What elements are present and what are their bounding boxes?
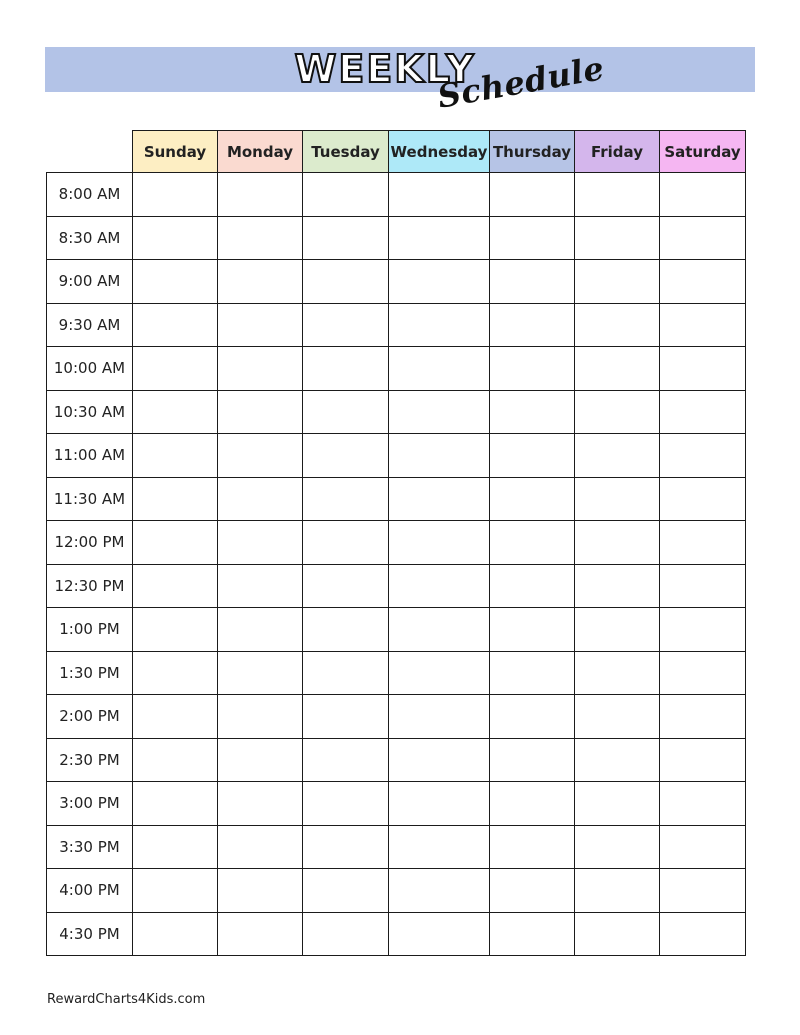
schedule-cell-wednesday[interactable]: [389, 260, 490, 304]
schedule-cell-saturday[interactable]: [660, 303, 746, 347]
schedule-cell-wednesday[interactable]: [389, 216, 490, 260]
corner-cell: [47, 131, 133, 173]
schedule-cell-friday[interactable]: [575, 521, 660, 565]
time-label: 8:30 AM: [47, 216, 133, 260]
time-label: 3:30 PM: [47, 825, 133, 869]
schedule-cell-monday[interactable]: [218, 782, 303, 826]
day-header-wednesday: Wednesday: [389, 131, 490, 173]
time-row: [47, 173, 746, 217]
schedule-cell-sunday[interactable]: [133, 477, 218, 521]
schedule-cell-thursday[interactable]: [490, 564, 575, 608]
schedule-cell-monday[interactable]: [218, 869, 303, 913]
schedule-cell-wednesday[interactable]: [389, 390, 490, 434]
schedule-cell-tuesday[interactable]: [303, 390, 389, 434]
time-row: [47, 216, 746, 260]
time-label: 11:00 AM: [47, 434, 133, 478]
schedule-cell-thursday[interactable]: [490, 260, 575, 304]
schedule-cell-sunday[interactable]: [133, 347, 218, 391]
schedule-cell-friday[interactable]: [575, 738, 660, 782]
schedule-cell-tuesday[interactable]: [303, 738, 389, 782]
schedule-cell-thursday[interactable]: [490, 869, 575, 913]
schedule-cell-saturday[interactable]: [660, 477, 746, 521]
day-header-monday: Monday: [218, 131, 303, 173]
schedule-cell-wednesday[interactable]: [389, 782, 490, 826]
schedule-cell-monday[interactable]: [218, 521, 303, 565]
schedule-cell-saturday[interactable]: [660, 869, 746, 913]
schedule-cell-monday[interactable]: [218, 477, 303, 521]
schedule-cell-wednesday[interactable]: [389, 347, 490, 391]
schedule-cell-thursday[interactable]: [490, 477, 575, 521]
time-row: [47, 390, 746, 434]
time-row: [47, 695, 746, 739]
day-header-tuesday: Tuesday: [303, 131, 389, 173]
schedule-cell-monday[interactable]: [218, 695, 303, 739]
schedule-cell-wednesday[interactable]: [389, 695, 490, 739]
schedule-cell-monday[interactable]: [218, 651, 303, 695]
time-row: [47, 434, 746, 478]
schedule-cell-tuesday[interactable]: [303, 347, 389, 391]
schedule-cell-thursday[interactable]: [490, 434, 575, 478]
schedule-cell-tuesday[interactable]: [303, 434, 389, 478]
schedule-cell-saturday[interactable]: [660, 695, 746, 739]
schedule-cell-tuesday[interactable]: [303, 477, 389, 521]
schedule-cell-sunday[interactable]: [133, 521, 218, 565]
schedule-cell-thursday[interactable]: [490, 216, 575, 260]
schedule-cell-monday[interactable]: [218, 564, 303, 608]
time-label: 4:00 PM: [47, 869, 133, 913]
schedule-cell-wednesday[interactable]: [389, 912, 490, 956]
schedule-cell-friday[interactable]: [575, 782, 660, 826]
schedule-cell-tuesday[interactable]: [303, 564, 389, 608]
time-label: 2:00 PM: [47, 695, 133, 739]
schedule-cell-monday[interactable]: [218, 303, 303, 347]
schedule-cell-saturday[interactable]: [660, 608, 746, 652]
schedule-cell-saturday[interactable]: [660, 173, 746, 217]
schedule-cell-wednesday[interactable]: [389, 869, 490, 913]
schedule-cell-thursday[interactable]: [490, 521, 575, 565]
schedule-cell-monday[interactable]: [218, 347, 303, 391]
schedule-cell-tuesday[interactable]: [303, 173, 389, 217]
time-label: 12:00 PM: [47, 521, 133, 565]
schedule-cell-saturday[interactable]: [660, 782, 746, 826]
schedule-cell-thursday[interactable]: [490, 782, 575, 826]
time-row: [47, 521, 746, 565]
schedule-cell-friday[interactable]: [575, 651, 660, 695]
time-label: 10:30 AM: [47, 390, 133, 434]
day-header-friday: Friday: [575, 131, 660, 173]
time-label: 9:30 AM: [47, 303, 133, 347]
schedule-cell-saturday[interactable]: [660, 825, 746, 869]
schedule-cell-wednesday[interactable]: [389, 564, 490, 608]
time-row: [47, 260, 746, 304]
time-label: 12:30 PM: [47, 564, 133, 608]
schedule-cell-sunday[interactable]: [133, 695, 218, 739]
schedule-cell-thursday[interactable]: [490, 695, 575, 739]
time-row: [47, 564, 746, 608]
schedule-cell-tuesday[interactable]: [303, 695, 389, 739]
schedule-cell-friday[interactable]: [575, 695, 660, 739]
day-header-sunday: Sunday: [133, 131, 218, 173]
schedule-cell-sunday[interactable]: [133, 216, 218, 260]
time-row: [47, 825, 746, 869]
time-row: [47, 303, 746, 347]
schedule-cell-monday[interactable]: [218, 434, 303, 478]
schedule-cell-monday[interactable]: [218, 608, 303, 652]
time-row: [47, 608, 746, 652]
schedule-cell-sunday[interactable]: [133, 651, 218, 695]
schedule-cell-friday[interactable]: [575, 173, 660, 217]
schedule-cell-tuesday[interactable]: [303, 869, 389, 913]
schedule-cell-friday[interactable]: [575, 825, 660, 869]
schedule-cell-monday[interactable]: [218, 260, 303, 304]
time-row: [47, 477, 746, 521]
page-subtitle-script: Schedule: [434, 49, 608, 116]
schedule-cell-sunday[interactable]: [133, 782, 218, 826]
schedule-cell-tuesday[interactable]: [303, 782, 389, 826]
time-row: [47, 738, 746, 782]
schedule-cell-wednesday[interactable]: [389, 303, 490, 347]
schedule-cell-saturday[interactable]: [660, 651, 746, 695]
schedule-cell-thursday[interactable]: [490, 912, 575, 956]
time-row: [47, 651, 746, 695]
schedule-cell-friday[interactable]: [575, 564, 660, 608]
schedule-cell-wednesday[interactable]: [389, 173, 490, 217]
schedule-cell-friday[interactable]: [575, 869, 660, 913]
day-header-thursday: Thursday: [490, 131, 575, 173]
time-row: [47, 869, 746, 913]
schedule-cell-sunday[interactable]: [133, 738, 218, 782]
schedule-cell-wednesday[interactable]: [389, 738, 490, 782]
footer-brand: RewardCharts4Kids.com: [47, 992, 206, 1007]
schedule-cell-wednesday[interactable]: [389, 521, 490, 565]
schedule-cell-tuesday[interactable]: [303, 825, 389, 869]
schedule-cell-saturday[interactable]: [660, 260, 746, 304]
schedule-cell-friday[interactable]: [575, 434, 660, 478]
schedule-cell-wednesday[interactable]: [389, 477, 490, 521]
schedule-cell-sunday[interactable]: [133, 434, 218, 478]
schedule-cell-monday[interactable]: [218, 390, 303, 434]
time-row: [47, 347, 746, 391]
schedule-cell-friday[interactable]: [575, 912, 660, 956]
schedule-cell-monday[interactable]: [218, 912, 303, 956]
schedule-cell-thursday[interactable]: [490, 303, 575, 347]
schedule-table: [46, 130, 746, 956]
schedule-cell-sunday[interactable]: [133, 303, 218, 347]
schedule-cell-saturday[interactable]: [660, 738, 746, 782]
schedule-cell-tuesday[interactable]: [303, 651, 389, 695]
schedule-cell-sunday[interactable]: [133, 564, 218, 608]
schedule-cell-tuesday[interactable]: [303, 912, 389, 956]
time-label: 1:00 PM: [47, 608, 133, 652]
time-label: 3:00 PM: [47, 782, 133, 826]
schedule-cell-saturday[interactable]: [660, 390, 746, 434]
schedule-cell-thursday[interactable]: [490, 651, 575, 695]
schedule-cell-wednesday[interactable]: [389, 825, 490, 869]
schedule-cell-saturday[interactable]: [660, 434, 746, 478]
schedule-cell-sunday[interactable]: [133, 608, 218, 652]
day-header-saturday: Saturday: [660, 131, 746, 173]
schedule-cell-friday[interactable]: [575, 303, 660, 347]
schedule-cell-saturday[interactable]: [660, 216, 746, 260]
schedule-cell-saturday[interactable]: [660, 564, 746, 608]
schedule-cell-thursday[interactable]: [490, 738, 575, 782]
time-row: [47, 912, 746, 956]
schedule-cell-sunday[interactable]: [133, 390, 218, 434]
time-row: [47, 782, 746, 826]
schedule-cell-tuesday[interactable]: [303, 303, 389, 347]
schedule-cell-sunday[interactable]: [133, 912, 218, 956]
day-header-row: [47, 131, 746, 173]
schedule-cell-monday[interactable]: [218, 216, 303, 260]
time-label: 10:00 AM: [47, 347, 133, 391]
schedule-cell-friday[interactable]: [575, 390, 660, 434]
schedule-cell-monday[interactable]: [218, 173, 303, 217]
schedule-cell-friday[interactable]: [575, 216, 660, 260]
schedule-cell-wednesday[interactable]: [389, 434, 490, 478]
time-label: 4:30 PM: [47, 912, 133, 956]
schedule-cell-wednesday[interactable]: [389, 651, 490, 695]
schedule-cell-tuesday[interactable]: [303, 521, 389, 565]
schedule-cell-friday[interactable]: [575, 608, 660, 652]
schedule-cell-sunday[interactable]: [133, 869, 218, 913]
schedule-cell-friday[interactable]: [575, 260, 660, 304]
schedule-cell-thursday[interactable]: [490, 173, 575, 217]
schedule-cell-tuesday[interactable]: [303, 608, 389, 652]
time-rows: [47, 173, 746, 956]
schedule-cell-tuesday[interactable]: [303, 260, 389, 304]
page-title: WEEKLY: [294, 47, 476, 91]
schedule-cell-thursday[interactable]: [490, 390, 575, 434]
schedule-cell-monday[interactable]: [218, 825, 303, 869]
schedule-cell-saturday[interactable]: [660, 347, 746, 391]
schedule-cell-saturday[interactable]: [660, 521, 746, 565]
schedule-cell-thursday[interactable]: [490, 347, 575, 391]
schedule-cell-sunday[interactable]: [133, 173, 218, 217]
time-label: 1:30 PM: [47, 651, 133, 695]
schedule-cell-thursday[interactable]: [490, 825, 575, 869]
time-label: 8:00 AM: [47, 173, 133, 217]
schedule-cell-wednesday[interactable]: [389, 608, 490, 652]
schedule-cell-saturday[interactable]: [660, 912, 746, 956]
time-label: 11:30 AM: [47, 477, 133, 521]
schedule-cell-friday[interactable]: [575, 347, 660, 391]
time-label: 2:30 PM: [47, 738, 133, 782]
schedule-cell-monday[interactable]: [218, 738, 303, 782]
schedule-cell-friday[interactable]: [575, 477, 660, 521]
time-label: 9:00 AM: [47, 260, 133, 304]
schedule-cell-sunday[interactable]: [133, 825, 218, 869]
schedule-cell-thursday[interactable]: [490, 608, 575, 652]
schedule-cell-tuesday[interactable]: [303, 216, 389, 260]
schedule-cell-sunday[interactable]: [133, 260, 218, 304]
